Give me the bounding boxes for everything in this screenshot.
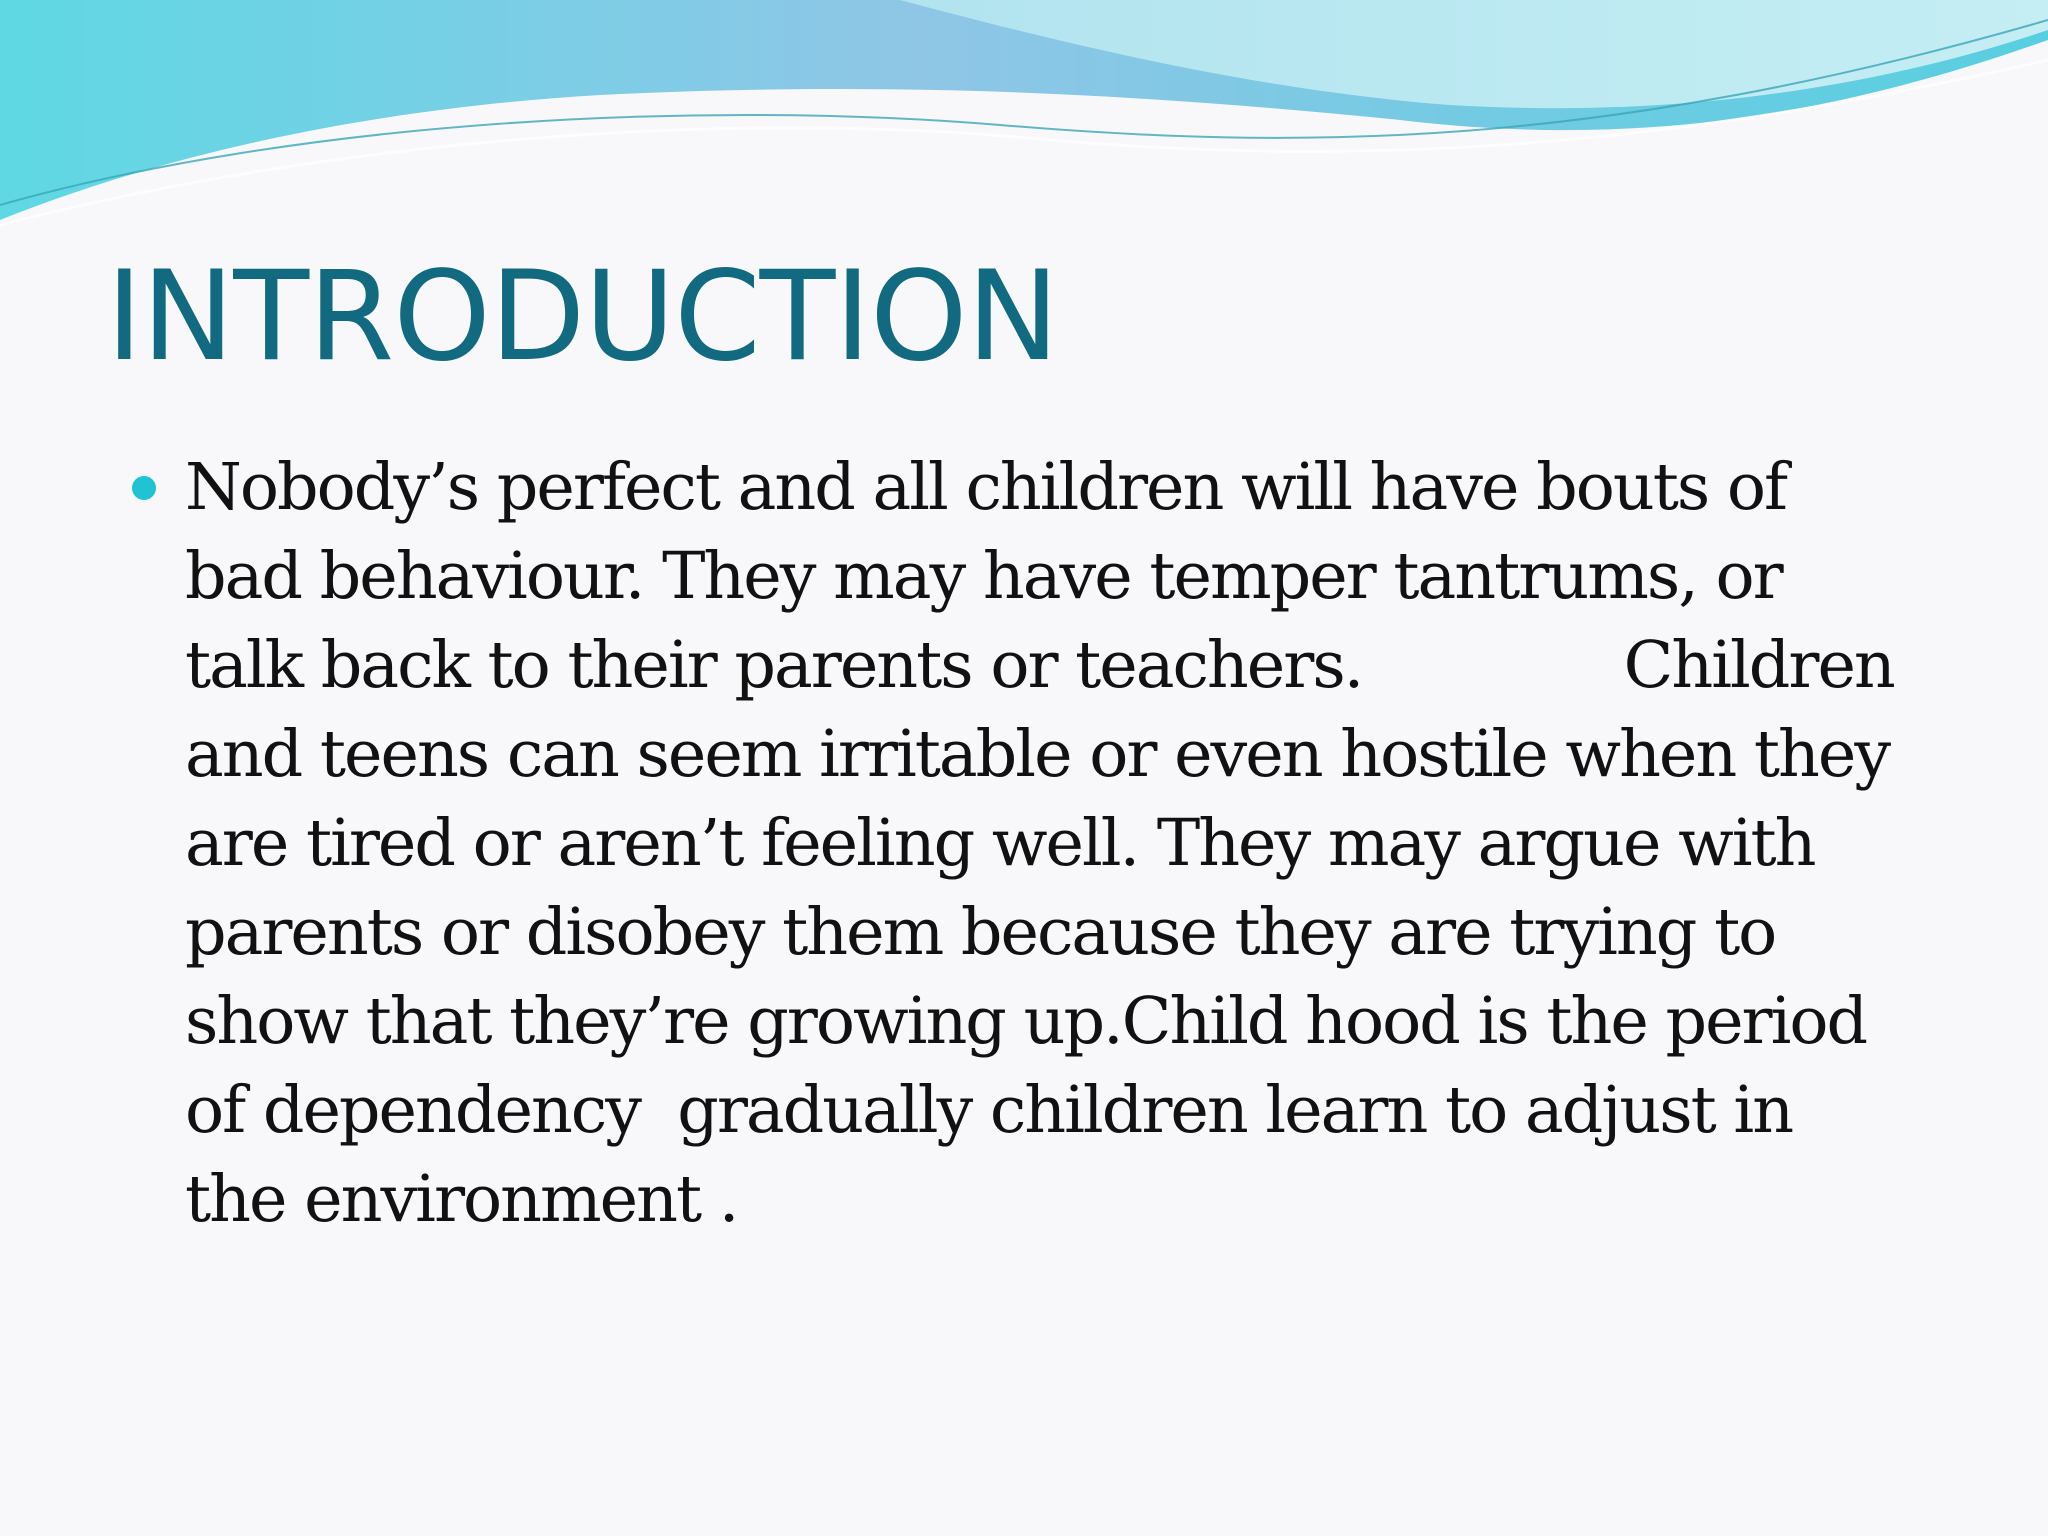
bullet-text-line: show that they’re growing up.Child hood is the period xyxy=(185,984,1867,1059)
bullet-text-line: bad behaviour. They may have temper tantrums, or xyxy=(185,539,1782,614)
bullet-text-line: of dependency gradually children learn to adjust in xyxy=(185,1073,1793,1148)
bullet-text-line: are tired or aren’t feeling well. They may argue with xyxy=(185,806,1815,881)
slide-title: INTRODUCTION xyxy=(106,245,1059,389)
bullet-dot-icon xyxy=(132,476,156,500)
header-wave-decoration xyxy=(0,0,2048,240)
bullet-text-line: Nobody’s perfect and all children will have bouts of xyxy=(185,450,1787,525)
bullet-text-line: the environment . xyxy=(185,1162,738,1237)
bullet-text-line: parents or disobey them because they are trying to xyxy=(185,895,1776,970)
bullet-text-line: and teens can seem irritable or even hostile when they xyxy=(185,717,1890,792)
bullet-text-line: talk back to their parents or teachers. Children xyxy=(185,628,1894,703)
